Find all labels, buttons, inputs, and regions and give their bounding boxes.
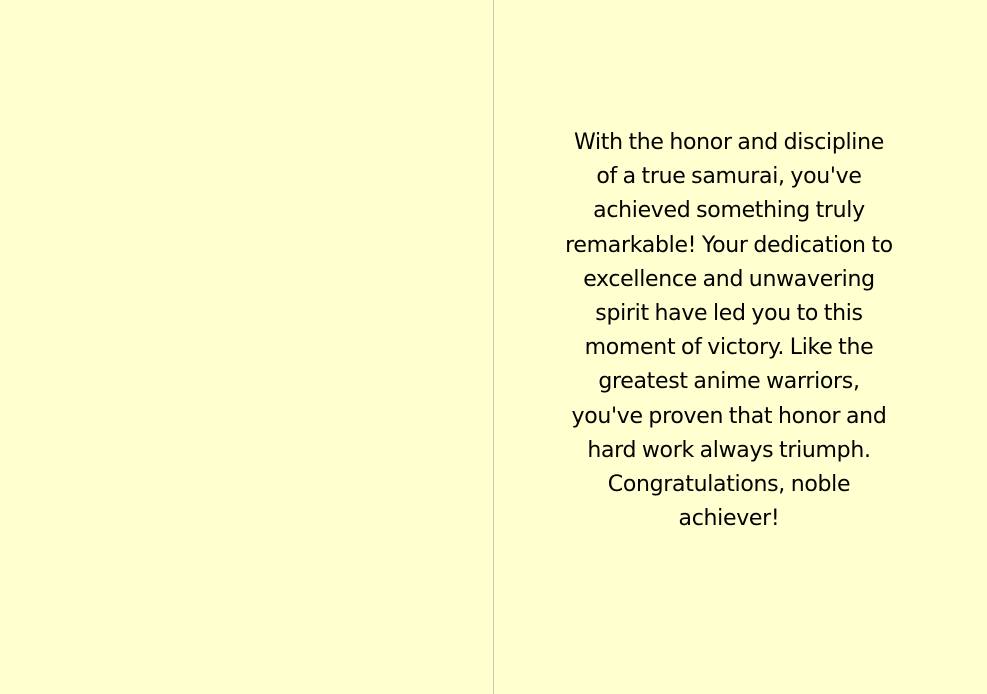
card-left-panel	[0, 0, 493, 694]
card-right-panel	[494, 0, 987, 694]
card-message: With the honor and discipline of a true samurai, you've achieved something truly remarkable! Your dedication to excellence and unwavering spirit have led you to this moment of victory. Like the greatest anime warriors, you've proven that honor and hard work always triumph. Congratulations, noble achiever!	[565, 130, 893, 532]
